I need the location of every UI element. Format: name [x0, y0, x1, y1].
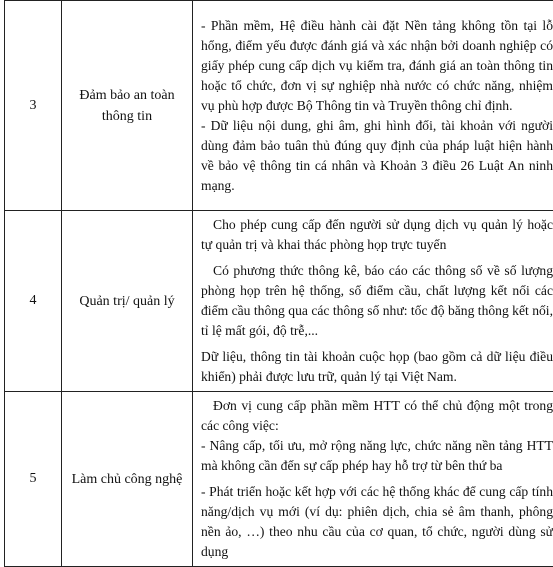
row-content [193, 392, 553, 567]
row-number: 3 [5, 1, 62, 211]
row-title: Làm chủ công nghệ [62, 392, 193, 567]
content-paragraph: Đơn vị cung cấp phần mềm HTT có thể chủ động một trong các công việc: [201, 396, 553, 436]
table-row [5, 211, 553, 392]
content-paragraph: - Nâng cấp, tối ưu, mở rộng năng lực, chức năng nền tảng HTT mà không cần đến sự cấp phép hay hỗ trợ từ bên thứ ba [201, 436, 553, 476]
content-paragraph: Cho phép cung cấp đến người sử dụng dịch vụ quản lý hoặc tự quản trị và khai thác phòng họp trực tuyến [201, 215, 553, 255]
row-content [193, 1, 553, 211]
row-title: Quản trị/ quản lý [62, 211, 193, 392]
content-paragraph: Dữ liệu, thông tin tài khoản cuộc họp (bao gồm cả dữ liệu điều khiển) phải được lưu trữ, quản lý tại Việt Nam. [201, 347, 553, 387]
table-row [5, 1, 553, 211]
row-number: 5 [5, 392, 62, 567]
row-content [193, 211, 553, 392]
table-row [5, 392, 553, 567]
row-number: 4 [5, 211, 62, 392]
row-title: Đảm bảo an toàn thông tin [62, 1, 193, 211]
requirements-table [4, 0, 553, 567]
content-paragraph: - Phát triển hoặc kết hợp với các hệ thống khác để cung cấp tính năng/dịch vụ mới (ví dụ: phiên dịch, chia sẻ âm thanh, phông nền ảo, …) theo nhu cầu của cơ quan, tổ chức, người dùng sử dụng [201, 482, 553, 562]
content-paragraph: Có phương thức thông kê, báo cáo các thông số về số lượng phòng họp trên hệ thống, số điểm cầu, chất lượng kết nối các điểm cầu thông qua các thông số như: tốc độ băng thông kết nối, tỉ lệ mất gói, độ trễ,... [201, 261, 553, 341]
content-paragraph: - Phần mềm, Hệ điều hành cài đặt Nền tảng không tồn tại lỗ hổng, điểm yếu được đánh giá và xác nhận bởi doanh nghiệp có giấy phép cung cấp dịch vụ kiểm tra, đánh giá an toàn thông tin hoặc tổ chức, đơn vị sự nghiệp nhà nước có chức năng, nhiệm vụ phù hợp được Bộ Thông tin và Truyền thông chỉ định. [201, 16, 553, 116]
content-paragraph: - Dữ liệu nội dung, ghi âm, ghi hình đối, tài khoản với người dùng đảm bảo tuân thủ đúng quy định của pháp luật hiện hành về bảo vệ thông tin cá nhân và Khoản 3 điều 26 Luật An ninh mạng. [201, 116, 553, 196]
